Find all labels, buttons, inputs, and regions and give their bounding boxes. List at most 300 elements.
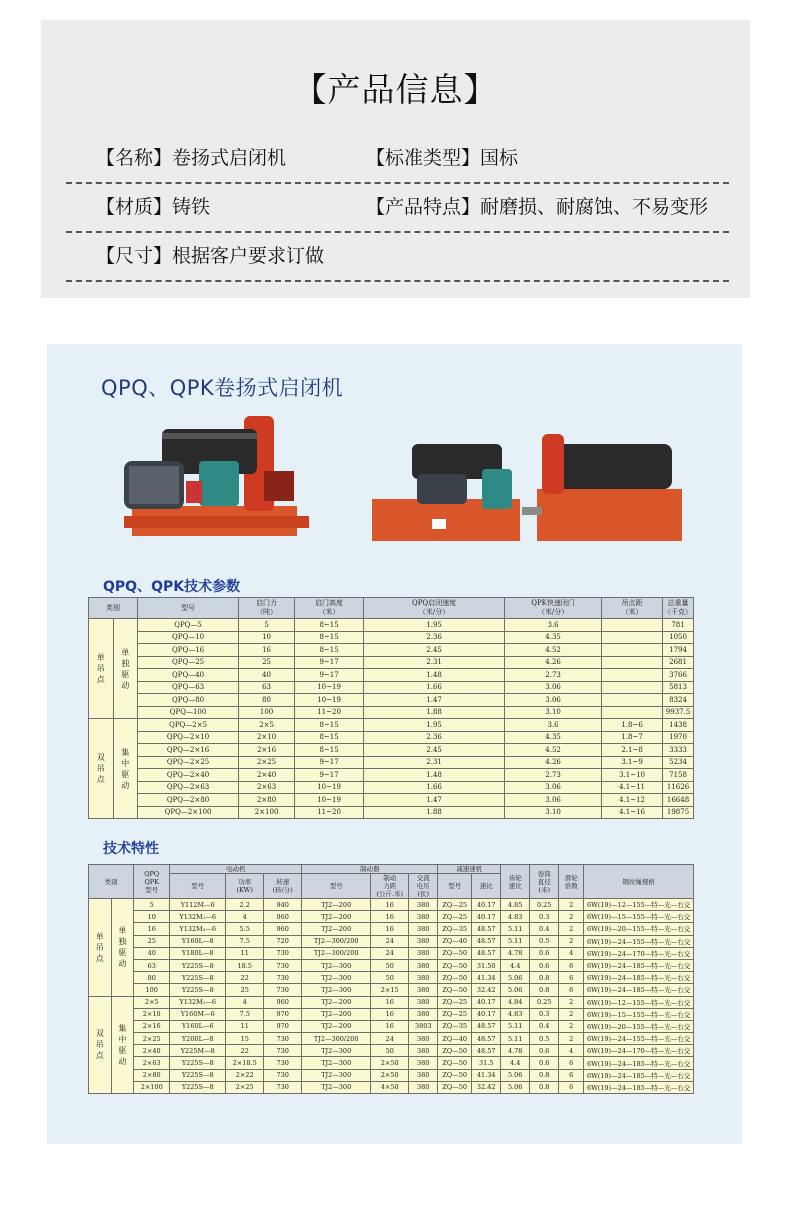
table-cell: 5234 (663, 756, 694, 769)
table-cell: 1.66 (364, 681, 505, 694)
table-cell: QPQ—10 (138, 631, 239, 644)
table-cell: QPQ—2×80 (138, 794, 239, 807)
table-cell: 40 (239, 669, 295, 682)
table-cell: 4.84 (501, 996, 530, 1008)
table-cell: 6W(19)—24—185—特—光—右交 (584, 1081, 694, 1093)
table-cell: 0.5 (530, 1033, 559, 1045)
table-cell: 22 (226, 972, 264, 984)
table-cell: 16 (371, 1020, 409, 1032)
params-col-fast-close: QPK快速闭门 （米/分） (505, 598, 602, 619)
table-cell: 7.5 (226, 1008, 264, 1020)
table-cell: 2×100 (239, 806, 295, 819)
table-cell: 10~19 (295, 681, 364, 694)
table-cell: 6W(19)—24—185—特—光—右交 (584, 972, 694, 984)
table-cell: 4.1~12 (602, 794, 663, 807)
table-cell: 5813 (663, 681, 694, 694)
table-cell: Y225S—8 (170, 984, 226, 996)
table-cell: 5.06 (501, 1081, 530, 1093)
features-row (89, 947, 694, 959)
table-cell: 730 (264, 1069, 302, 1081)
table-cell: 2.31 (364, 756, 505, 769)
features-header-row-1 (89, 865, 694, 874)
table-cell: TJ2—300 (302, 1069, 371, 1081)
features-col-voltage: 交流 电压 (伏) (409, 874, 438, 899)
params-header-row (89, 598, 694, 619)
table-cell: Y225M—8 (170, 1045, 226, 1057)
table-cell: 4.35 (505, 731, 602, 744)
table-cell: QPQ—16 (138, 644, 239, 657)
table-cell: QPQ—63 (138, 681, 239, 694)
params-col-span: 吊点距 （米） (602, 598, 663, 619)
table-cell: 4.26 (505, 656, 602, 669)
table-cell: Y225S—8 (170, 1081, 226, 1093)
table-cell: 6W(19)—12—155—特—光—右交 (584, 996, 694, 1008)
table-cell: 1.88 (364, 706, 505, 719)
table-cell (602, 656, 663, 669)
params-row (89, 669, 694, 682)
table-cell: 9~17 (295, 756, 364, 769)
params-row (89, 731, 694, 744)
table-cell: 6 (559, 972, 584, 984)
table-cell: 4.4 (501, 1057, 530, 1069)
params-row (89, 619, 694, 632)
table-cell: 31.50 (472, 959, 501, 971)
features-col-power: 功率 (KW) (226, 874, 264, 899)
table-cell: 8~15 (295, 744, 364, 757)
table-cell: 63 (239, 681, 295, 694)
table-cell: 720 (264, 935, 302, 947)
table-cell: 4 (559, 1045, 584, 1057)
table-cell: 2.31 (364, 656, 505, 669)
info-row-material (66, 182, 729, 233)
table-cell: 1.8~6 (602, 719, 663, 732)
table-cell: TJ2—200 (302, 923, 371, 935)
table-cell: 2×100 (134, 1081, 170, 1093)
table-cell: 380 (409, 899, 438, 911)
table-cell: 18.5 (226, 959, 264, 971)
table-cell: QPQ—100 (138, 706, 239, 719)
features-table (88, 864, 694, 1094)
table-cell: 1.47 (364, 794, 505, 807)
table-cell: 9~17 (295, 656, 364, 669)
table-cell: 4.52 (505, 644, 602, 657)
params-row (89, 756, 694, 769)
table-cell: TJ2—300 (302, 1057, 371, 1069)
table-cell: 63 (134, 959, 170, 971)
table-cell: Y160M—6 (170, 1008, 226, 1020)
table-cell: 970 (264, 1008, 302, 1020)
table-cell: 6 (559, 984, 584, 996)
table-cell: 2×15 (371, 984, 409, 996)
table-cell: 4.83 (501, 1008, 530, 1020)
table-cell: ZQ—50 (438, 947, 472, 959)
table-cell: 5.06 (501, 1069, 530, 1081)
table-cell: Y225S—8 (170, 959, 226, 971)
features-col-ratio: 速比 (472, 874, 501, 899)
catalog-title: QPQ、QPK卷扬式启闭机 (101, 376, 344, 400)
features-row (89, 923, 694, 935)
table-cell: 40 (134, 947, 170, 959)
table-cell: 5.11 (501, 1020, 530, 1032)
table-cell: 100 (239, 706, 295, 719)
params-col-weight: 总重量 （千克） (663, 598, 694, 619)
features-col-model: QPQ QPK 型号 (134, 865, 170, 899)
table-cell: 1.48 (364, 769, 505, 782)
table-cell: 6W(19)—24—170—特—光—右交 (584, 1045, 694, 1057)
table-cell: 10 (239, 631, 295, 644)
table-cell: 11 (226, 947, 264, 959)
table-cell: 2 (559, 899, 584, 911)
table-cell: 4.52 (505, 744, 602, 757)
table-cell: QPQ—2×25 (138, 756, 239, 769)
table-cell: 4 (226, 911, 264, 923)
table-cell: 100 (134, 984, 170, 996)
params-row (89, 806, 694, 819)
table-cell: 380 (409, 923, 438, 935)
table-cell: Y132M₁—6 (170, 911, 226, 923)
table-cell: QPQ—2×5 (138, 719, 239, 732)
table-cell: 380 (409, 935, 438, 947)
material-label: 【材质】 (96, 196, 173, 218)
table-cell: 5.11 (501, 1033, 530, 1045)
table-cell: 24 (371, 1033, 409, 1045)
params-row (89, 769, 694, 782)
features-col-brake-model: 型号 (302, 874, 371, 899)
table-cell: 80 (134, 972, 170, 984)
table-cell: Y132M₁—6 (170, 996, 226, 1008)
table-cell: 16 (371, 996, 409, 1008)
table-cell: Y225S—8 (170, 972, 226, 984)
table-cell: 0.25 (530, 996, 559, 1008)
table-cell: 380 (409, 911, 438, 923)
product-info-title: 【产品信息】 (293, 70, 498, 109)
table-cell: 10 (134, 911, 170, 923)
table-cell: 2×16 (239, 744, 295, 757)
table-cell: 960 (264, 911, 302, 923)
table-cell: 3333 (663, 744, 694, 757)
table-cell: 2.36 (364, 731, 505, 744)
table-cell: 48.57 (472, 923, 501, 935)
table-cell: 0.8 (530, 1081, 559, 1093)
table-cell: TJ2—200 (302, 996, 371, 1008)
table-cell: 1438 (663, 719, 694, 732)
table-cell: 2×63 (239, 781, 295, 794)
table-cell: 6W(19)—15—155—特—光—右交 (584, 1008, 694, 1020)
params-table (88, 597, 694, 819)
features-row (89, 935, 694, 947)
table-cell: TJ2—300 (302, 984, 371, 996)
features-col-motor: 电动机 (170, 865, 302, 874)
table-cell: 24 (371, 935, 409, 947)
table-cell: 32.42 (472, 1081, 501, 1093)
table-cell (602, 631, 663, 644)
table-cell: 11~20 (295, 706, 364, 719)
table-cell: 25 (134, 935, 170, 947)
single-hoist-photo (124, 411, 309, 541)
table-cell: 1.95 (364, 619, 505, 632)
table-cell: 3.06 (505, 781, 602, 794)
params-col-height: 启门高度 （米） (295, 598, 364, 619)
table-cell: 3803 (409, 1020, 438, 1032)
table-cell: 3.1~10 (602, 769, 663, 782)
table-cell: 16 (371, 1008, 409, 1020)
table-cell (602, 706, 663, 719)
table-cell: 2×22 (226, 1069, 264, 1081)
table-cell: Y225S—8 (170, 1057, 226, 1069)
table-cell: 48.57 (472, 1033, 501, 1045)
table-cell: 48.57 (472, 1020, 501, 1032)
table-cell: 1.88 (364, 806, 505, 819)
features-col-gear: 齿轮 速比 (501, 865, 530, 899)
features-col-reducer: 减速速机 (438, 865, 501, 874)
table-cell: 11626 (663, 781, 694, 794)
table-cell: Y200L—8 (170, 1033, 226, 1045)
table-cell: 2×18.5 (226, 1057, 264, 1069)
table-cell: 0.3 (530, 911, 559, 923)
table-cell: 6W(19)—24—155—特—光—右交 (584, 1033, 694, 1045)
table-cell: 50 (371, 959, 409, 971)
table-cell: 16 (371, 923, 409, 935)
table-cell: ZQ—35 (438, 1020, 472, 1032)
params-row (89, 644, 694, 657)
table-cell: QPQ—25 (138, 656, 239, 669)
table-cell: 0.8 (530, 1069, 559, 1081)
table-cell: 8~15 (295, 731, 364, 744)
features-col-category: 类别 (89, 865, 134, 899)
table-cell: 16 (371, 911, 409, 923)
table-cell: 730 (264, 1057, 302, 1069)
category-cell: 单 吊 点 (89, 899, 112, 997)
table-cell: 2 (559, 1020, 584, 1032)
features-col-rpm: 转速 (转/分) (264, 874, 302, 899)
params-row (89, 681, 694, 694)
category-cell: 单 吊 点 (89, 619, 114, 719)
features-col-brake: 制动器 (302, 865, 438, 874)
table-cell: 4 (559, 947, 584, 959)
params-row (89, 781, 694, 794)
table-cell: 4.1~16 (602, 806, 663, 819)
table-cell: 4.78 (501, 1045, 530, 1057)
name-label: 【名称】 (96, 147, 173, 169)
table-cell: 2.73 (505, 769, 602, 782)
table-cell: 8324 (663, 694, 694, 707)
features-row (89, 1045, 694, 1057)
table-cell: 2×50 (371, 1069, 409, 1081)
table-cell: 2 (559, 923, 584, 935)
table-cell: 6W(19)—24—170—特—光—右交 (584, 947, 694, 959)
table-cell: QPQ—80 (138, 694, 239, 707)
table-cell: Y180L—8 (170, 947, 226, 959)
features-col-pulley: 滑轮 倍数 (559, 865, 584, 899)
table-cell: 2×10 (239, 731, 295, 744)
table-cell: 6W(19)—24—185—特—光—右交 (584, 984, 694, 996)
table-cell: 2 (559, 935, 584, 947)
table-cell: 2×50 (371, 1057, 409, 1069)
table-cell: 380 (409, 996, 438, 1008)
table-cell: 1.66 (364, 781, 505, 794)
table-cell: 40.17 (472, 996, 501, 1008)
table-cell: ZQ—25 (438, 996, 472, 1008)
table-cell: 50 (371, 1045, 409, 1057)
material-value: 铸铁 (172, 196, 211, 218)
feature-value: 耐磨损、耐腐蚀、不易变形 (480, 196, 709, 218)
table-cell: TJ2—300 (302, 1081, 371, 1093)
table-cell: 3.1~9 (602, 756, 663, 769)
table-cell: QPQ—2×40 (138, 769, 239, 782)
table-cell: 4.4 (501, 959, 530, 971)
params-row (89, 719, 694, 732)
params-col-speed: QPQ启闭速度 （米/分） (364, 598, 505, 619)
table-cell: 7158 (663, 769, 694, 782)
drive-type-cell: 集 中 驱 动 (111, 996, 134, 1094)
table-cell: 3766 (663, 669, 694, 682)
table-cell: Y132M₂—6 (170, 923, 226, 935)
table-cell: 10~19 (295, 694, 364, 707)
double-hoist-photo (372, 429, 682, 544)
table-cell: 11 (226, 1020, 264, 1032)
features-row (89, 1057, 694, 1069)
table-cell: TJ2—200 (302, 911, 371, 923)
table-cell: 2 (559, 996, 584, 1008)
table-cell: 2×80 (134, 1069, 170, 1081)
table-cell: 380 (409, 1057, 438, 1069)
table-cell: ZQ—50 (438, 972, 472, 984)
table-cell: ZQ—50 (438, 1081, 472, 1093)
table-cell: 0.5 (530, 935, 559, 947)
table-cell: 2×25 (239, 756, 295, 769)
table-cell: 4.35 (505, 631, 602, 644)
table-cell: ZQ—25 (438, 911, 472, 923)
table-cell: 380 (409, 1033, 438, 1045)
table-cell: ZQ—40 (438, 1033, 472, 1045)
table-cell: 8~15 (295, 619, 364, 632)
features-row (89, 1008, 694, 1020)
table-cell: 730 (264, 1081, 302, 1093)
table-cell: 19875 (663, 806, 694, 819)
table-cell: 3.06 (505, 794, 602, 807)
params-col-force: 启门力 （吨） (239, 598, 295, 619)
table-cell: ZQ—40 (438, 935, 472, 947)
table-cell: 11~20 (295, 806, 364, 819)
table-cell: 2.45 (364, 644, 505, 657)
features-row (89, 1033, 694, 1045)
table-cell: 6W(19)—24—155—特—光—右交 (584, 935, 694, 947)
table-cell: 6W(19)—12—155—特—光—右交 (584, 899, 694, 911)
table-cell: 380 (409, 959, 438, 971)
table-cell: QPQ—40 (138, 669, 239, 682)
table-cell: TJ2—300 (302, 972, 371, 984)
table-cell: 41.34 (472, 972, 501, 984)
table-cell: QPQ—2×100 (138, 806, 239, 819)
table-cell: 6 (559, 1057, 584, 1069)
table-cell: 2 (559, 911, 584, 923)
table-cell: ZQ—50 (438, 984, 472, 996)
table-cell: 0.6 (530, 1057, 559, 1069)
features-row (89, 899, 694, 911)
table-cell: 2×80 (239, 794, 295, 807)
table-cell: 25 (226, 984, 264, 996)
table-cell: 3.10 (505, 806, 602, 819)
table-cell: 16648 (663, 794, 694, 807)
table-cell: 380 (409, 1008, 438, 1020)
table-cell: 380 (409, 947, 438, 959)
table-cell: 730 (264, 984, 302, 996)
table-cell: 3.6 (505, 619, 602, 632)
table-cell: TJ2—200 (302, 1008, 371, 1020)
table-cell: 380 (409, 972, 438, 984)
table-cell: 4×50 (371, 1081, 409, 1093)
table-cell: ZQ—50 (438, 1069, 472, 1081)
table-cell: 16 (239, 644, 295, 657)
table-cell: QPQ—5 (138, 619, 239, 632)
table-cell (602, 619, 663, 632)
table-cell: 2×40 (134, 1045, 170, 1057)
table-cell: 0.6 (530, 1045, 559, 1057)
table-cell: 8~15 (295, 644, 364, 657)
table-cell: 0.8 (530, 972, 559, 984)
params-col-model: 型号 (138, 598, 239, 619)
params-row (89, 794, 694, 807)
drive-type-cell: 集 中 驱 动 (113, 719, 138, 819)
table-cell: ZQ—25 (438, 899, 472, 911)
table-cell: 31.5 (472, 1057, 501, 1069)
table-cell: 0.4 (530, 1020, 559, 1032)
features-row (89, 972, 694, 984)
table-cell: 4 (226, 996, 264, 1008)
table-cell: 1.48 (364, 669, 505, 682)
table-cell: 1970 (663, 731, 694, 744)
table-cell: 16 (371, 899, 409, 911)
features-row (89, 1081, 694, 1093)
table-cell: 4.85 (501, 899, 530, 911)
table-cell: 40.17 (472, 1008, 501, 1020)
table-cell: 2.45 (364, 744, 505, 757)
table-cell: 0.6 (530, 959, 559, 971)
table-cell: 2×63 (134, 1057, 170, 1069)
table-cell: QPQ—2×10 (138, 731, 239, 744)
table-cell: TJ2—300/200 (302, 947, 371, 959)
standard-label: 【标准类型】 (366, 147, 481, 169)
features-row (89, 959, 694, 971)
table-cell: 2.36 (364, 631, 505, 644)
table-cell: 5.11 (501, 923, 530, 935)
features-col-torque: 制动 力距 (公斤.米) (371, 874, 409, 899)
params-row (89, 694, 694, 707)
table-cell: 10~19 (295, 794, 364, 807)
table-cell: 6W(19)—20—155—特—光—右交 (584, 923, 694, 935)
size-label: 【尺寸】 (96, 245, 173, 267)
name-value: 卷扬式启闭机 (172, 147, 287, 169)
table-cell: 16 (134, 923, 170, 935)
table-cell: 730 (264, 959, 302, 971)
table-cell: 6W(19)—24—185—特—光—右交 (584, 959, 694, 971)
catalog-page (47, 344, 742, 1144)
table-cell: 24 (371, 947, 409, 959)
drive-type-cell: 单 独 驱 动 (111, 899, 134, 997)
table-cell: 6W(19)—20—155—特—光—右交 (584, 1020, 694, 1032)
table-cell: 8~15 (295, 719, 364, 732)
table-cell: 6W(19)—24—185—特—光—右交 (584, 1069, 694, 1081)
table-cell: 0.25 (530, 899, 559, 911)
table-cell: 7.5 (226, 935, 264, 947)
table-cell: ZQ—50 (438, 959, 472, 971)
table-cell: 2×40 (239, 769, 295, 782)
table-cell: Y112M—6 (170, 899, 226, 911)
params-col-category: 类别 (89, 598, 138, 619)
table-cell: 380 (409, 1081, 438, 1093)
table-cell: 380 (409, 984, 438, 996)
table-cell: ZQ—25 (438, 1008, 472, 1020)
